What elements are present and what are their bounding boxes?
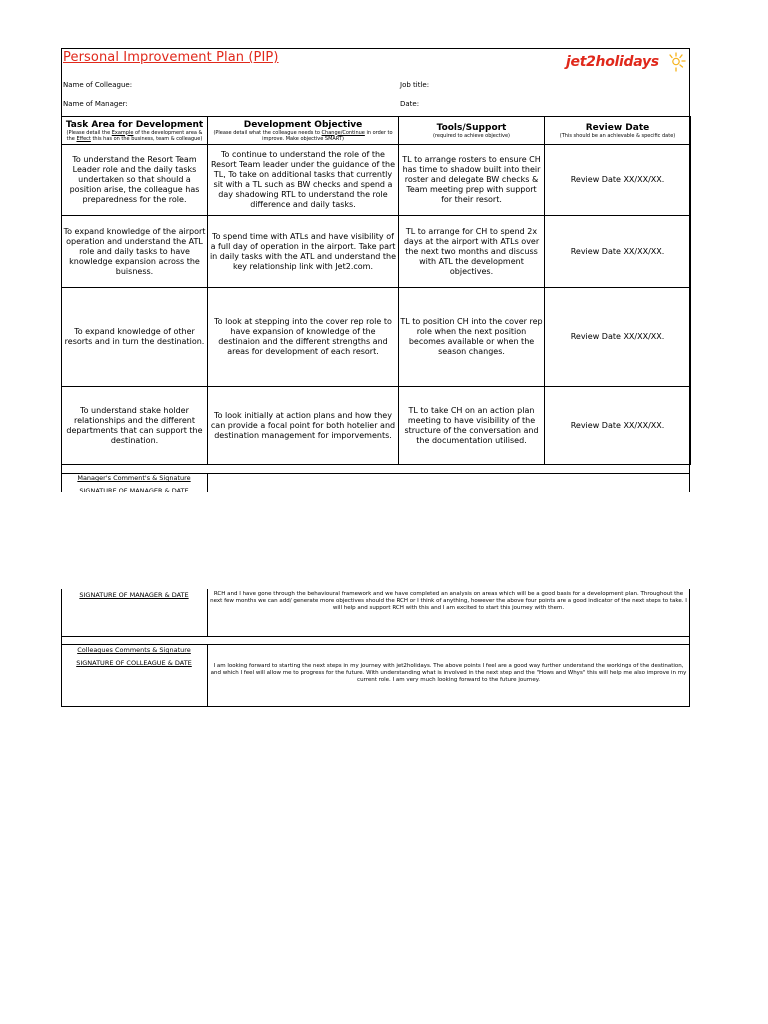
divider bbox=[207, 589, 208, 637]
col-subtitle-text: this has on the business, team & colleague) bbox=[90, 135, 203, 142]
col-title: Review Date bbox=[585, 122, 650, 133]
logo-text: jet2holidays bbox=[566, 54, 659, 70]
col-subtitle-text: (Please detail the bbox=[66, 129, 112, 136]
objective-cell bbox=[208, 288, 399, 387]
task-cell bbox=[62, 288, 208, 387]
col-title: Task Area for Development bbox=[65, 119, 204, 130]
table-row bbox=[62, 145, 691, 216]
col-subtitle-text: in order to improve. Make objective SMART) bbox=[262, 129, 393, 142]
colleague-comment: I am looking forward to starting the next steps in my journey with jet2holidays. The above points I feel are a good way further understand the workings of the destination, and which I feel will allow me to progress for the future. With understanding what is involved in the next step and the "Hows and Whys" this will help me also improve in my current role. I am very much looking forward to the future journey. bbox=[210, 663, 687, 683]
manager-signature-label: SIGNATURE OF MANAGER & DATE bbox=[79, 591, 189, 599]
col-header-task-area bbox=[62, 117, 208, 145]
col-subtitle-keyword: Change/Continue bbox=[321, 129, 365, 136]
job-title-label: Job title: bbox=[400, 81, 430, 89]
tools-cell bbox=[399, 145, 545, 216]
date-label: Date: bbox=[400, 100, 420, 108]
tools-text: TL to arrange rosters to ensure CH has time to shadow built into their roster and delegate BW checks & Team meeting prep with support for their resort. bbox=[402, 155, 541, 204]
objective-text: To spend time with ATLs and have visibility of a full day of operation in the airport. Take part in daily tasks with the ATL and understand the key relationship link with Jet2.com. bbox=[209, 231, 397, 271]
review-cell bbox=[545, 387, 691, 465]
col-subtitle bbox=[208, 130, 398, 142]
development-table bbox=[61, 116, 691, 465]
table-row bbox=[62, 288, 691, 387]
sun-icon bbox=[666, 52, 686, 72]
task-cell bbox=[62, 145, 208, 216]
manager-comment: RCH and I have gone through the behavioural framework and we have completed an analysis on areas which will be a good basis for a development plan. Throughout the next few months we can add/ generate more objectives should the RCH or I think of anything, however the above four points are a good indicator of the next steps to take. I will help and support RCH with this and I am excited to start this journey with them. bbox=[210, 591, 687, 611]
col-subtitle: (required to achieve objective) bbox=[433, 132, 510, 139]
col-subtitle: (This should be an achievable & specific date) bbox=[559, 132, 676, 139]
task-text: To expand knowledge of the airport operation and understand the ATL role and daily tasks to have knowledge expansion across the buisness. bbox=[63, 226, 206, 276]
review-cell bbox=[545, 145, 691, 216]
colleague-signature-label: SIGNATURE OF COLLEAGUE & DATE bbox=[76, 659, 192, 667]
page-title: Personal Improvement Plan (PIP) bbox=[63, 50, 279, 65]
table-row bbox=[62, 387, 691, 465]
manager-name-label: Name of Manager: bbox=[63, 100, 128, 108]
objective-text: To continue to understand the role of the Resort Team leader under the guidance of the TL, To take on additional tasks that currently sit with a TL such as BW checks and spend a day shadowing RTL to understand the role difference and daily tasks. bbox=[210, 150, 396, 209]
divider bbox=[207, 473, 208, 492]
tools-text: TL to position CH into the cover rep role when the next position becomes available or when the season changes. bbox=[400, 317, 543, 356]
review-text: Review Date XX/XX/XX. bbox=[570, 420, 665, 430]
objective-cell bbox=[208, 216, 399, 288]
colleague-name-label: Name of Colleague: bbox=[63, 81, 133, 89]
review-text: Review Date XX/XX/XX. bbox=[570, 332, 665, 341]
manager-comments-heading: Manager's Comment's & Signature bbox=[77, 474, 191, 482]
col-header-review-date bbox=[545, 117, 691, 145]
review-cell bbox=[545, 288, 691, 387]
objective-text: To look at stepping into the cover rep role to have expansion of knowledge of the destinaion and the different strengths and areas for development of each resort. bbox=[214, 317, 392, 356]
task-text: To understand stake holder relationships and the different departments that can support the destination. bbox=[66, 405, 203, 445]
jet2holidays-logo bbox=[566, 52, 686, 74]
col-header-tools bbox=[399, 117, 545, 145]
clipped-row bbox=[61, 485, 207, 492]
manager-signature-label-cut: SIGNATURE OF MANAGER & DATE bbox=[79, 487, 189, 492]
col-subtitle-keyword: Example bbox=[111, 129, 134, 136]
table-row bbox=[62, 216, 691, 288]
col-subtitle-keyword: Effect bbox=[76, 135, 91, 142]
divider bbox=[207, 644, 208, 707]
col-title: Tools/Support bbox=[436, 122, 507, 133]
col-subtitle bbox=[62, 130, 207, 142]
tools-text: TL to arrange for CH to spend 2x days at the airport with ATLs over the next two months and discuss with ATL the development objectives. bbox=[403, 226, 540, 276]
col-subtitle-text: (Please detail what the colleague needs to bbox=[213, 129, 322, 136]
tools-cell bbox=[399, 387, 545, 465]
task-cell bbox=[62, 216, 208, 288]
review-text: Review Date XX/XX/XX. bbox=[570, 246, 665, 256]
divider bbox=[61, 636, 690, 637]
divider bbox=[61, 644, 690, 645]
objective-text: To look initially at action plans and how they can provide a focal point for both hotelier and destination management for imporvements. bbox=[210, 410, 396, 440]
tools-text: TL to take CH on an action plan meeting to have visibility of the structure of the conversation and the documentation utilised. bbox=[404, 405, 539, 445]
task-text: To expand knowledge of other resorts and in turn the destination. bbox=[64, 327, 205, 346]
col-header-objective bbox=[208, 117, 399, 145]
tools-cell bbox=[399, 288, 545, 387]
review-text: Review Date XX/XX/XX. bbox=[570, 175, 665, 184]
table-header-row bbox=[62, 117, 691, 145]
objective-cell bbox=[208, 145, 399, 216]
tools-cell bbox=[399, 216, 545, 288]
col-title: Development Objective bbox=[243, 119, 363, 130]
review-cell bbox=[545, 216, 691, 288]
task-cell bbox=[62, 387, 208, 465]
colleague-comments-heading: Colleagues Comments & Signature bbox=[77, 646, 191, 654]
col-subtitle-text: of the development area & the bbox=[66, 129, 203, 142]
task-text: To understand the Resort Team Leader role and the daily tasks undertaken so that should a position arise, the colleague has preparedness for the role. bbox=[69, 155, 200, 204]
objective-cell bbox=[208, 387, 399, 465]
